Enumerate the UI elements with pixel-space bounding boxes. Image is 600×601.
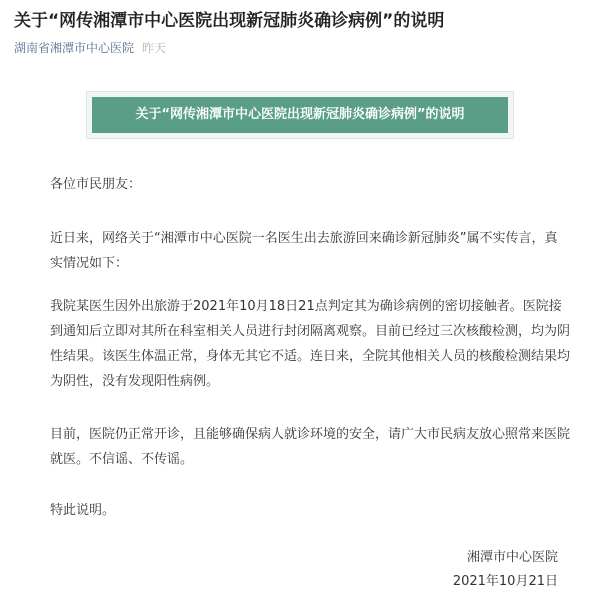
signature-date: 2021年10月21日 xyxy=(452,574,558,589)
body-paragraph-reassurance: 目前，医院仍正常开诊，且能够确保病人就诊环境的安全，请广大市民病友放心照常来医院就医。不信谣、不传谣。 xyxy=(50,427,571,467)
title-banner-text: 关于“网传湘潭市中心医院出现新冠肺炎确诊病例”的说明 xyxy=(92,97,508,133)
body-paragraph-rumor: 近日来，网络关于“湘潭市中心医院一名医生出去旅游回来确诊新冠肺炎”属不实传言，真实情况如下： xyxy=(50,231,558,271)
post-time: 昨天 xyxy=(142,41,167,55)
greeting-paragraph: 各位市民朋友： xyxy=(50,177,142,192)
body-paragraph-facts: 我院某医生因外出旅游于2021年10月18日21点判定其为确诊病例的密切接触者。医院接到通知后立即对其所在科室相关人员进行封闭隔离观察。目前已经过三次核酸检测，均为阴性结果。该医生体温正常，身体无其它不适。连日来，全院其他相关人员的核酸检测结果均为阴性，没有发现阳性病例。 xyxy=(50,299,571,389)
title-banner xyxy=(86,91,514,139)
closing-paragraph: 特此说明。 xyxy=(50,503,116,518)
signature-organization: 湘潭市中心医院 xyxy=(466,550,558,565)
article-meta xyxy=(14,40,166,56)
article-title: 关于“网传湘潭市中心医院出现新冠肺炎确诊病例”的说明 xyxy=(14,11,445,31)
account-name-link[interactable]: 湖南省湘潭市中心医院 xyxy=(14,41,135,55)
